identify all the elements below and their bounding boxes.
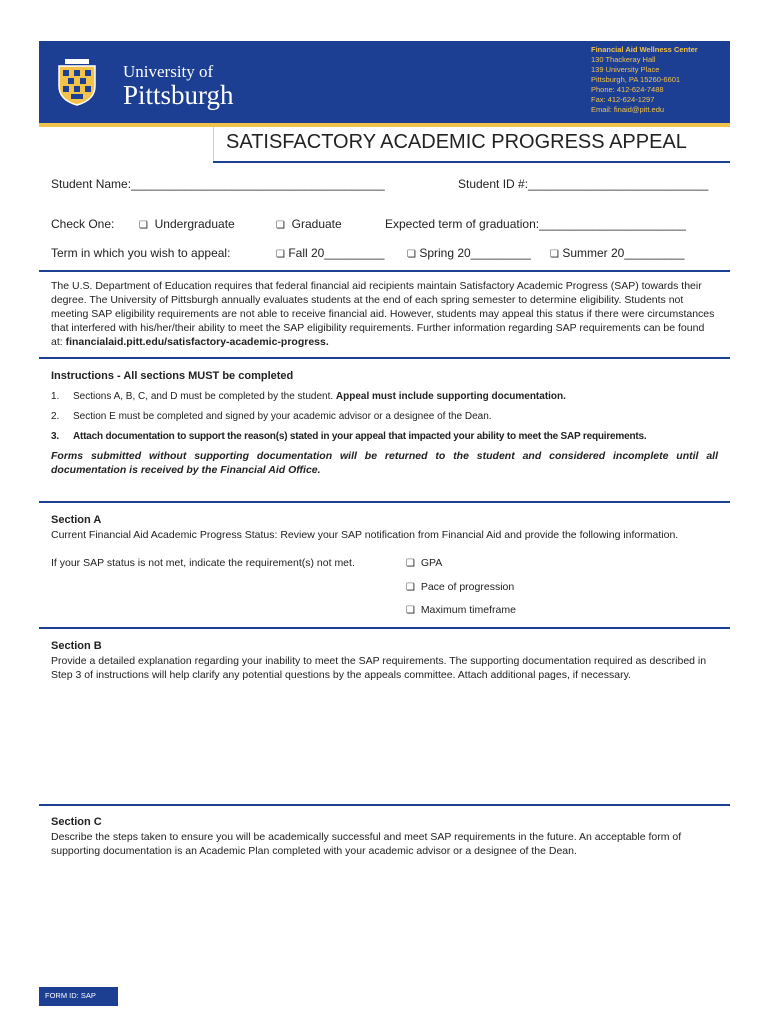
- section-a-heading: Section A: [51, 514, 102, 526]
- list-number: 1.: [51, 391, 60, 402]
- instruction-text: Sections A, B, C, and D must be completed by the student.: [73, 391, 336, 402]
- checkbox-icon[interactable]: ❏: [276, 220, 285, 231]
- form-id-tag: FORM ID: SAP: [39, 987, 118, 1005]
- contact-line: Pittsburgh, PA 15260-6601: [591, 75, 681, 84]
- university-wordmark: [123, 63, 234, 109]
- contact-line: 139 University Place: [591, 65, 660, 74]
- summer-option[interactable]: [550, 246, 684, 262]
- option-label: Maximum timeframe: [420, 604, 516, 616]
- instruction-item-1: [51, 391, 566, 402]
- undergraduate-label: Undergraduate: [154, 217, 235, 231]
- divider: [39, 627, 730, 629]
- fall-label: Fall 20_________: [288, 246, 385, 260]
- spring-label: Spring 20_________: [419, 246, 531, 260]
- contact-block: [591, 45, 698, 115]
- graduate-option[interactable]: [276, 217, 342, 233]
- max-timeframe-option[interactable]: [406, 603, 516, 618]
- checkbox-icon[interactable]: ❏: [406, 605, 415, 616]
- university-logo: [57, 56, 234, 112]
- section-a-question: If your SAP status is not met, indicate the requirement(s) not met.: [51, 557, 355, 569]
- student-id-field[interactable]: Student ID #:___________________________: [458, 177, 709, 191]
- sap-link[interactable]: financialaid.pitt.edu/satisfactory-academic-progress.: [65, 336, 329, 348]
- checkbox-icon[interactable]: ❏: [550, 249, 559, 260]
- spring-option[interactable]: [407, 246, 531, 262]
- section-c-heading: Section C: [51, 816, 102, 828]
- section-b-description: Provide a detailed explanation regarding your inability to meet the SAP requirements. The supporting documentation required as described in Step 3 of instructions will help clarify any potential questions by the appeals committee. Attach additional pages, if necessary.: [51, 655, 707, 681]
- contact-title: Financial Aid Wellness Center: [591, 45, 698, 54]
- instruction-bold-text: Appeal must include supporting documentation.: [335, 391, 566, 402]
- divider: [39, 501, 730, 503]
- section-c-response-area[interactable]: [51, 866, 718, 976]
- intro-text: The U.S. Department of Education requires that federal financial aid recipients maintain Satisfactory Academic Progress (SAP) towards their degree. The University of Pittsburgh annually evaluates students at the end of each spring semester to determine eligibility. Students not meeting SAP eligibility requirements are not able to receive financial aid. However, students may appeal this status if there were circumstances that interfered with his/her/their ability to meet the SAP eligibility requirements. Further information regarding SAP requirements can be found at:: [51, 280, 715, 348]
- instruction-item-3: [51, 431, 646, 442]
- section-b-heading: Section B: [51, 640, 102, 652]
- fall-option[interactable]: [276, 246, 384, 262]
- contact-line: 130 Thackeray Hall: [591, 55, 656, 64]
- checkbox-icon[interactable]: ❏: [276, 249, 285, 260]
- section-b-response-area[interactable]: [51, 690, 718, 800]
- divider: [39, 270, 730, 272]
- instruction-text: Attach documentation to support the reason(s) stated in your appeal that impacted your ability to meet the SAP requirements.: [73, 431, 647, 442]
- divider: [39, 357, 730, 359]
- instructions-heading: Instructions - All sections MUST be completed: [51, 370, 294, 382]
- list-number: 2.: [51, 411, 60, 422]
- term-appeal-label: Term in which you wish to appeal:: [51, 246, 231, 260]
- student-name-field[interactable]: Student Name:______________________________________: [51, 177, 385, 191]
- gpa-option[interactable]: [406, 556, 442, 571]
- checkbox-icon[interactable]: ❏: [406, 558, 415, 569]
- footer-line: [39, 1005, 118, 1006]
- checkbox-icon[interactable]: ❏: [139, 220, 148, 231]
- intro-paragraph: [51, 279, 718, 349]
- divider: [39, 804, 730, 806]
- checkbox-icon[interactable]: ❏: [406, 582, 415, 593]
- pace-option[interactable]: [406, 580, 514, 595]
- section-c-description: Describe the steps taken to ensure you will be academically successful and meet SAP requirements in the future. An acceptable form of supporting documentation is an Academic Plan completed with your academic advisor or a designee of the Dean.: [51, 831, 682, 857]
- undergraduate-option[interactable]: [139, 217, 235, 233]
- list-number: 3.: [51, 431, 59, 442]
- university-small-text: University of: [123, 62, 214, 81]
- title-rule: [213, 161, 730, 163]
- documentation-warning: Forms submitted without supporting documentation will be returned to the student and considered incomplete until all documentation is received by the Financial Aid Office.: [51, 450, 718, 476]
- contact-line: Phone: 412-624-7488: [591, 85, 664, 94]
- summer-label: Summer 20_________: [562, 246, 685, 260]
- expected-term-field[interactable]: Expected term of graduation:______________________: [385, 217, 686, 231]
- graduate-label: Graduate: [291, 217, 342, 231]
- contact-line: Fax: 412-624-1297: [591, 95, 655, 104]
- university-big-text: Pittsburgh: [123, 80, 234, 110]
- check-one-label: Check One:: [51, 217, 115, 231]
- form-title: SATISFACTORY ACADEMIC PROGRESS APPEAL: [226, 131, 687, 153]
- option-label: Pace of progression: [420, 581, 515, 593]
- checkbox-icon[interactable]: ❏: [407, 249, 416, 260]
- instruction-item-2: [51, 411, 492, 422]
- university-seal-icon: [57, 58, 97, 106]
- contact-email[interactable]: Email: finaid@pitt.edu: [591, 105, 665, 114]
- section-a-description: Current Financial Aid Academic Progress Status: Review your SAP notification from Financial Aid and provide the following information.: [51, 529, 679, 541]
- option-label: GPA: [420, 557, 443, 569]
- instruction-text: Section E must be completed and signed by your academic advisor or a designee of the Dean.: [73, 411, 492, 422]
- header-banner: [39, 41, 730, 123]
